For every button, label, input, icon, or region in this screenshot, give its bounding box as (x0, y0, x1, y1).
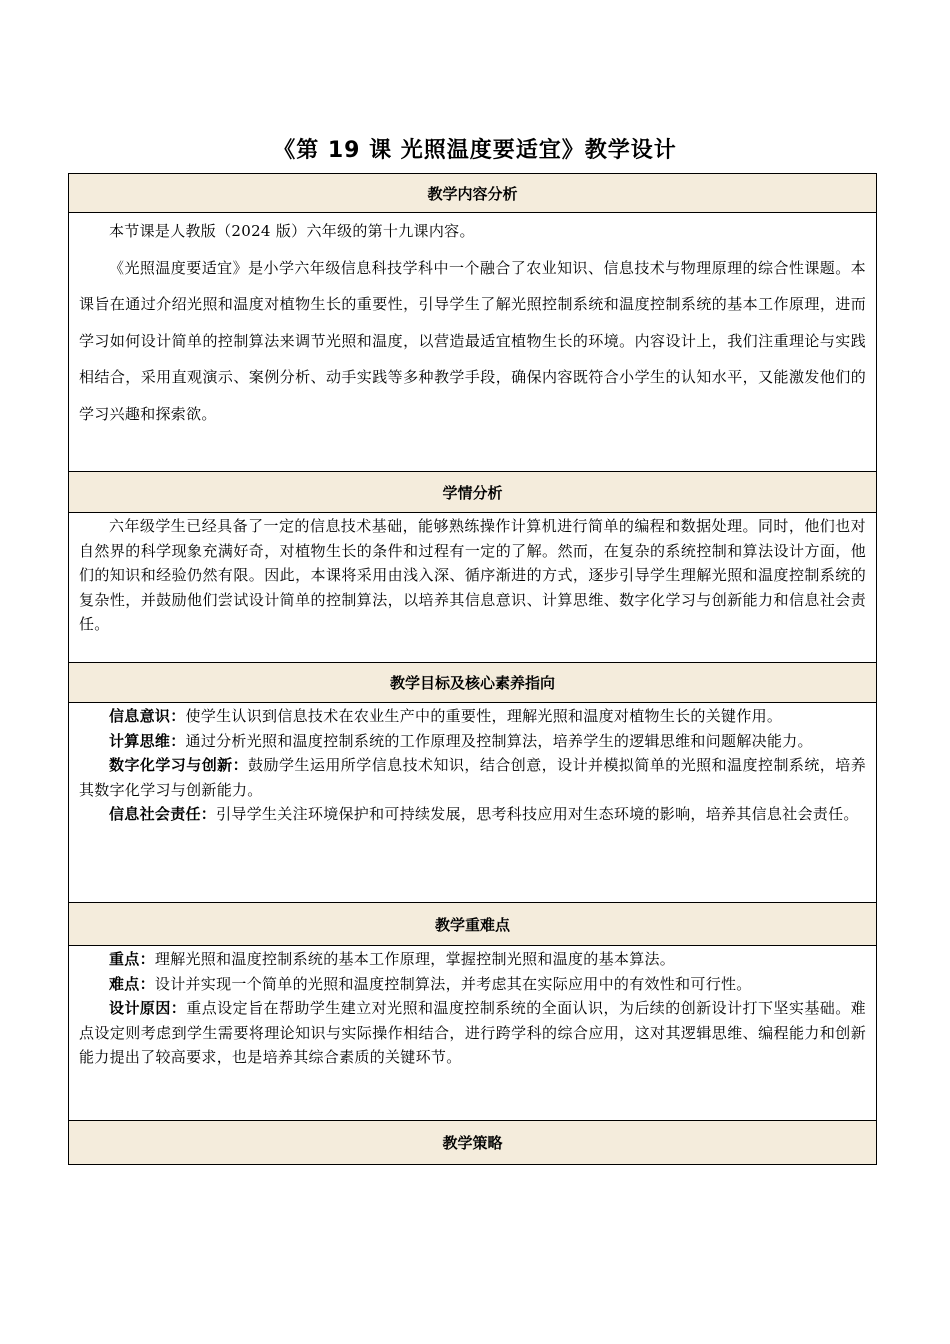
section-heading: 教学重难点 (69, 903, 877, 946)
key-point-item (79, 996, 866, 1070)
section-body-key-points (69, 946, 877, 1121)
section-heading: 教学内容分析 (69, 174, 877, 213)
section-header-learner-analysis (69, 472, 877, 513)
objective-item (79, 704, 866, 729)
item-label: 信息意识： (109, 707, 186, 725)
paragraph: 六年级学生已经具备了一定的信息技术基础，能够熟练操作计算机进行简单的编程和数据处理。同时，他们也对自然界的科学现象充满好奇，对植物生长的条件和过程有一定的了解。然而，在复杂的系统控制和算法设计方面，他们的知识和经验仍然有限。因此，本课将采用由浅入深、循序渐进的方式，逐步引导学生理解光照和温度控制系统的复杂性，并鼓励他们尝试设计简单的控制算法，以培养其信息意识、计算思维、数字化学习与创新能力和信息社会责任。 (79, 517, 866, 633)
section-body-objectives (69, 703, 877, 903)
paragraph: 本节课是人教版（2024 版）六年级的第十九课内容。 (109, 222, 475, 240)
item-text: 理解光照和温度控制系统的基本工作原理，掌握控制光照和温度的基本算法。 (154, 950, 676, 968)
section-header-content-analysis (69, 174, 877, 213)
lesson-design-table (68, 173, 877, 1165)
item-text: 设计并实现一个简单的光照和温度控制算法，并考虑其在实际应用中的有效性和可行性。 (154, 974, 752, 993)
section-body-learner-analysis (69, 513, 877, 663)
item-label: 计算思维： (109, 731, 186, 750)
item-text: 使学生认识到信息技术在农业生产中的重要性，理解光照和温度对植物生长的关键作用。 (185, 707, 783, 725)
objective-item (79, 802, 866, 827)
section-heading: 教学目标及核心素养指向 (69, 663, 877, 703)
objective-item (79, 729, 866, 754)
key-point-item (79, 947, 866, 972)
item-label: 数字化学习与创新： (109, 756, 249, 774)
item-text: 鼓励学生运用所学信息技术知识，结合创意，设计并模拟简单的光照和温度控制系统，培养其数字化学习与创新能力。 (79, 756, 866, 799)
section-body-content-analysis (69, 213, 877, 472)
section-header-objectives (69, 663, 877, 703)
paragraph: 《光照温度要适宜》是小学六年级信息科技学科中一个融合了农业知识、信息技术与物理原理的综合性课题。本课旨在通过介绍光照和温度对植物生长的重要性，引导学生了解光照控制系统和温度控制系统的基本工作原理，进而学习如何设计简单的控制算法来调节光照和温度，以营造最适宜植物生长的环境。内容设计上，我们注重理论与实践相结合，采用直观演示、案例分析、动手实践等多种教学手段，确保内容既符合小学生的认知水平，又能激发他们的学习兴趣和探索欲。 (79, 258, 866, 423)
item-label: 重点： (109, 950, 155, 968)
key-point-item (79, 972, 866, 997)
item-label: 信息社会责任： (109, 805, 217, 823)
item-text: 通过分析光照和温度控制系统的工作原理及控制算法，培养学生的逻辑思维和问题解决能力。 (185, 731, 813, 750)
section-heading: 学情分析 (69, 472, 877, 513)
section-header-key-points (69, 903, 877, 946)
page-title: 《第 19 课 光照温度要适宜》教学设计 (273, 138, 677, 163)
objective-item (79, 753, 866, 802)
section-header-strategy (69, 1121, 877, 1165)
item-text: 引导学生关注环境保护和可持续发展，思考科技应用对生态环境的影响，培养其信息社会责任。 (216, 805, 859, 823)
section-heading: 教学策略 (69, 1121, 877, 1165)
item-label: 难点： (109, 974, 155, 993)
item-text: 重点设定旨在帮助学生建立对光照和温度控制系统的全面认识，为后续的创新设计打下坚实基础。难点设定则考虑到学生需要将理论知识与实际操作相结合，进行跨学科的综合应用，这对其逻辑思维、编程能力和创新能力提出了较高要求，也是培养其综合素质的关键环节。 (79, 999, 866, 1066)
item-label: 设计原因： (109, 999, 187, 1017)
